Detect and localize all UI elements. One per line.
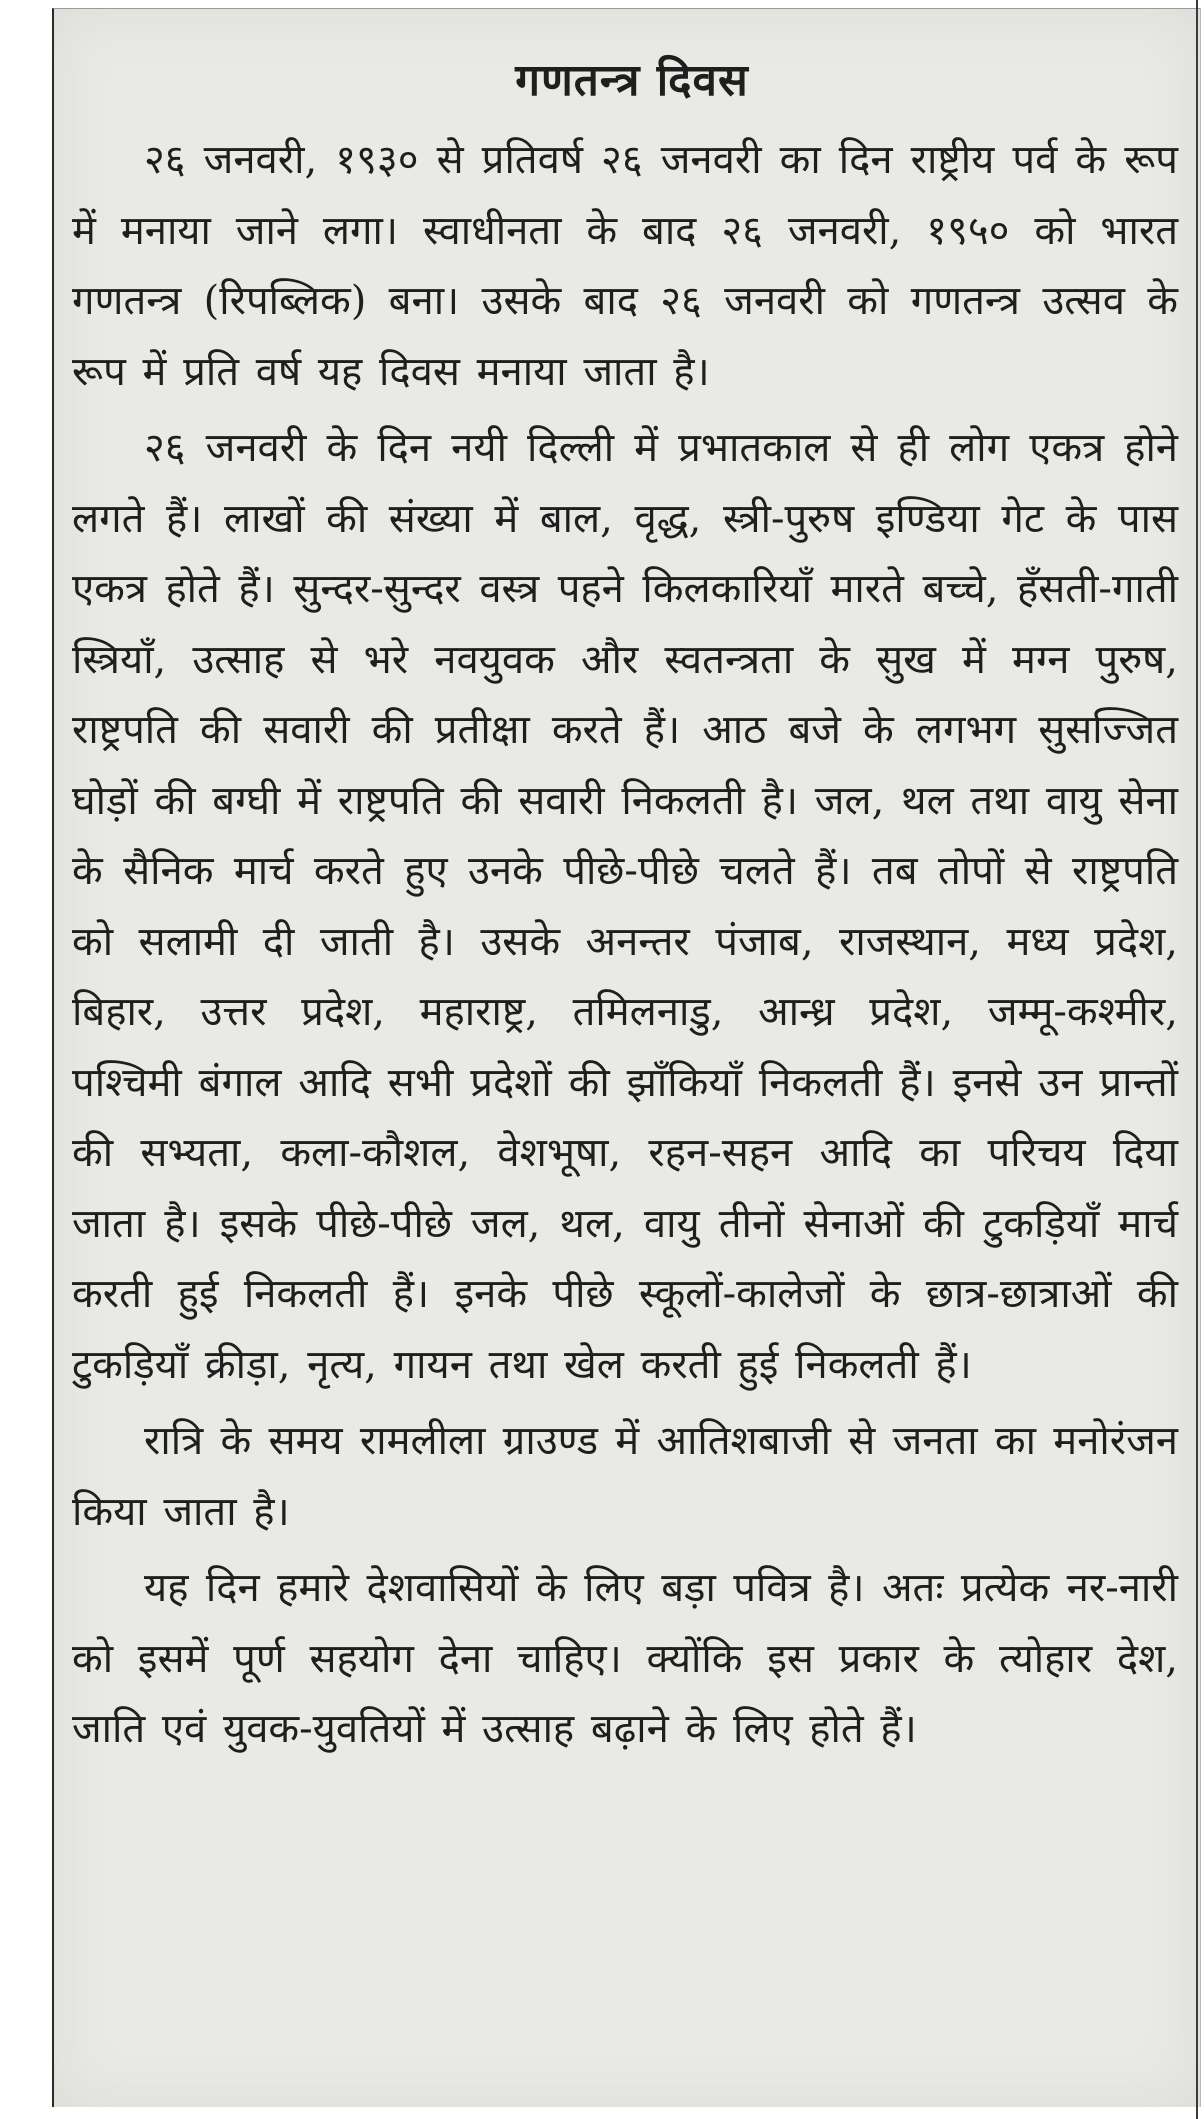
paragraph-1: २६ जनवरी, १९३० से प्रतिवर्ष २६ जनवरी का दिन राष्ट्रीय पर्व के रूप में मनाया जाने लगा। स्वाधीनता के बाद २६ जनवरी, १९५० को भारत गणतन्त्र (रिपब्लिक) बना। उसके बाद २६ जनवरी को गणतन्त्र उत्सव के रूप में प्रति वर्ष यह दिवस मनाया जाता है। (72, 137, 1178, 395)
paragraph-2: २६ जनवरी के दिन नयी दिल्ली में प्रभातकाल से ही लोग एकत्र होने लगते हैं। लाखों की संख्या में बाल, वृद्ध, स्त्री-पुरुष इण्डिया गेट के पास एकत्र होते हैं। सुन्दर-सुन्दर वस्त्र पहने किलकारियाँ मारते बच्चे, हँसती-गाती स्त्रियाँ, उत्साह से भरे नवयुवक और स्वतन्त्रता के सुख में मग्न पुरुष, राष्ट्रपति की सवारी की प्रतीक्षा करते हैं। आठ बजे के लगभग सुसज्जित घोड़ों की बग्घी में राष्ट्रपति की सवारी निकलती है। जल, थल तथा वायु सेना के सैनिक मार्च करते हुए उनके पीछे-पीछे चलते हैं। तब तोपों से राष्ट्रपति को सलामी दी जाती है। उसके अनन्तर पंजाब, राजस्थान, मध्य प्रदेश, बिहार, उत्तर प्रदेश, महाराष्ट्र, तमिलनाडु, आन्ध्र प्रदेश, जम्मू-कश्मीर, पश्चिमी बंगाल आदि सभी प्रदेशों की झाँकियाँ निकलती हैं। इनसे उन प्रान्तों की सभ्यता, कला-कौशल, वेशभूषा, रहन-सहन आदि का परिचय दिया जाता है। इसके पीछे-पीछे जल, थल, वायु तीनों सेनाओं की टुकड़ियाँ मार्च करती हुई निकलती हैं। इनके पीछे स्कूलों-कालेजों के छात्र-छात्राओं की टुकड़ियाँ क्रीड़ा, नृत्य, गायन तथा खेल करती हुई निकलती हैं। (72, 425, 1178, 1388)
document-body (72, 51, 1178, 1771)
document-title: गणतन्त्र दिवस (515, 55, 749, 106)
scanned-page (52, 8, 1201, 2107)
paragraph-4: यह दिन हमारे देशवासियों के लिए बड़ा पवित्र है। अतः प्रत्येक नर-नारी को इसमें पूर्ण सहयोग देना चाहिए। क्योंकि इस प्रकार के त्योहार देश, जाति एवं युवक-युवतियों में उत्साह बढ़ाने के लिए होते हैं। (72, 1565, 1178, 1752)
paragraph-3: रात्रि के समय रामलीला ग्राउण्ड में आतिशबाजी से जनता का मनोरंजन किया जाता है। (72, 1418, 1178, 1535)
page-edge-divider (1196, 0, 1198, 2119)
